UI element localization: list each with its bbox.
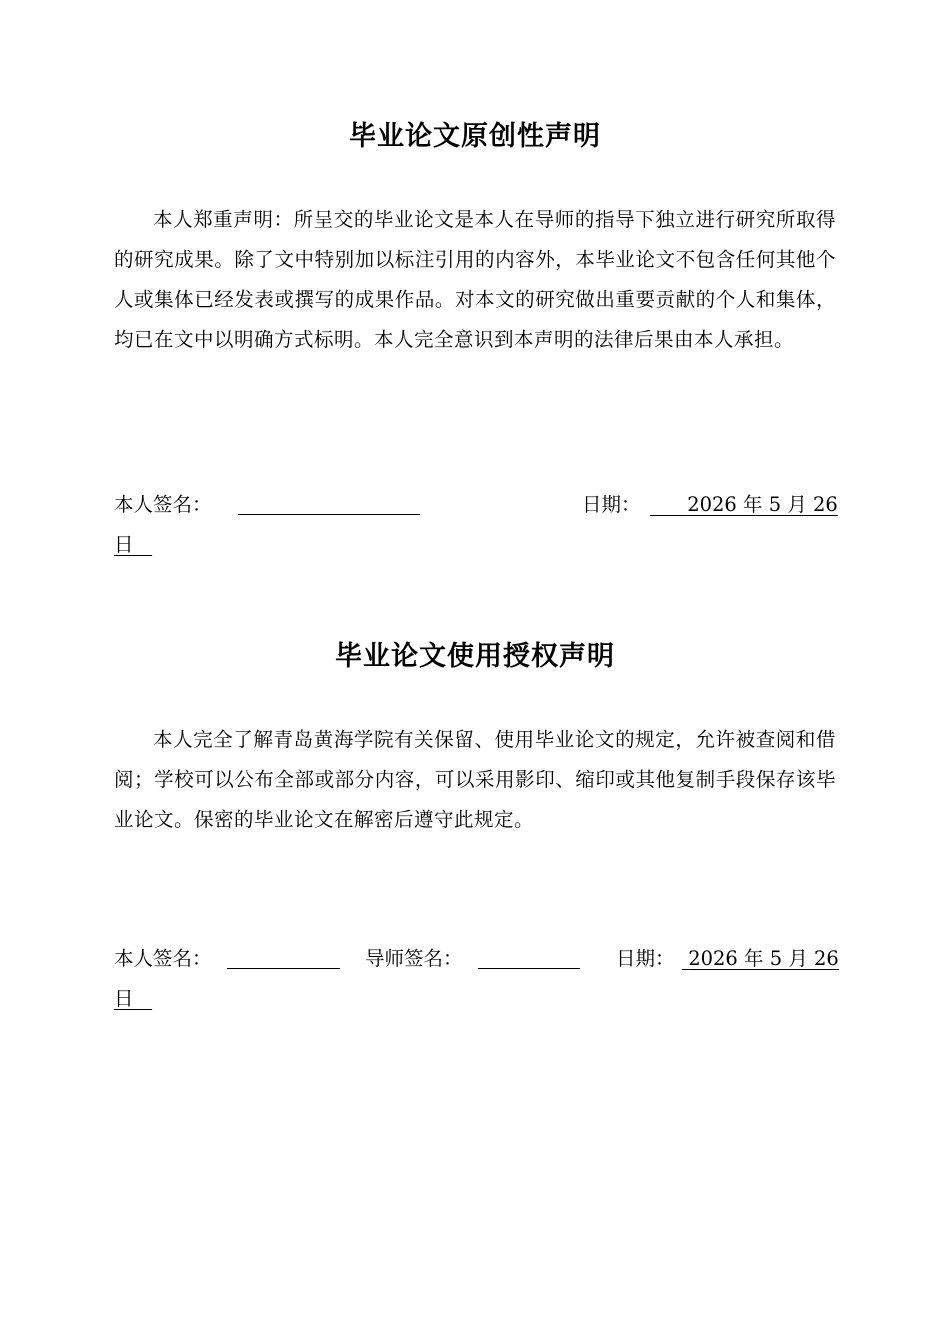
date-label: 日期： xyxy=(616,947,675,970)
originality-body: 本人郑重声明：所呈交的毕业论文是本人在导师的指导下独立进行研究所取得的研究成果。除了文中特别加以标注引用的内容外，本毕业论文不包含任何其他个人或集体已经发表或撰写的成果作品。对本文的研究做出重要贡献的个人和集体，均已在文中以明确方式标明。本人完全意识到本声明的法律后果由本人承担。 xyxy=(114,208,836,351)
signature-blank xyxy=(238,514,420,515)
originality-signature-line xyxy=(114,490,844,520)
signature-blank xyxy=(227,968,340,969)
date-value: 2026 年 5 月 26 xyxy=(688,947,839,970)
authorization-date-day: 日 xyxy=(114,987,134,1010)
originality-title: 毕业论文原创性声明 xyxy=(349,121,601,152)
signature-label: 本人签名： xyxy=(114,947,212,970)
authorization-signature-line xyxy=(114,944,844,974)
signature-label: 本人签名： xyxy=(114,493,212,516)
originality-date-day: 日 xyxy=(114,533,134,556)
authorization-title: 毕业论文使用授权声明 xyxy=(335,641,615,672)
date-label: 日期： xyxy=(582,493,641,516)
advisor-signature-label: 导师签名： xyxy=(365,947,463,970)
authorization-body: 本人完全了解青岛黄海学院有关保留、使用毕业论文的规定，允许被查阅和借阅；学校可以公布全部或部分内容，可以采用影印、缩印或其他复制手段保存该毕业论文。保密的毕业论文在解密后遵守此规定。 xyxy=(114,728,836,831)
date-value: 2026 年 5 月 26 xyxy=(687,493,838,516)
advisor-signature-blank xyxy=(478,968,580,969)
